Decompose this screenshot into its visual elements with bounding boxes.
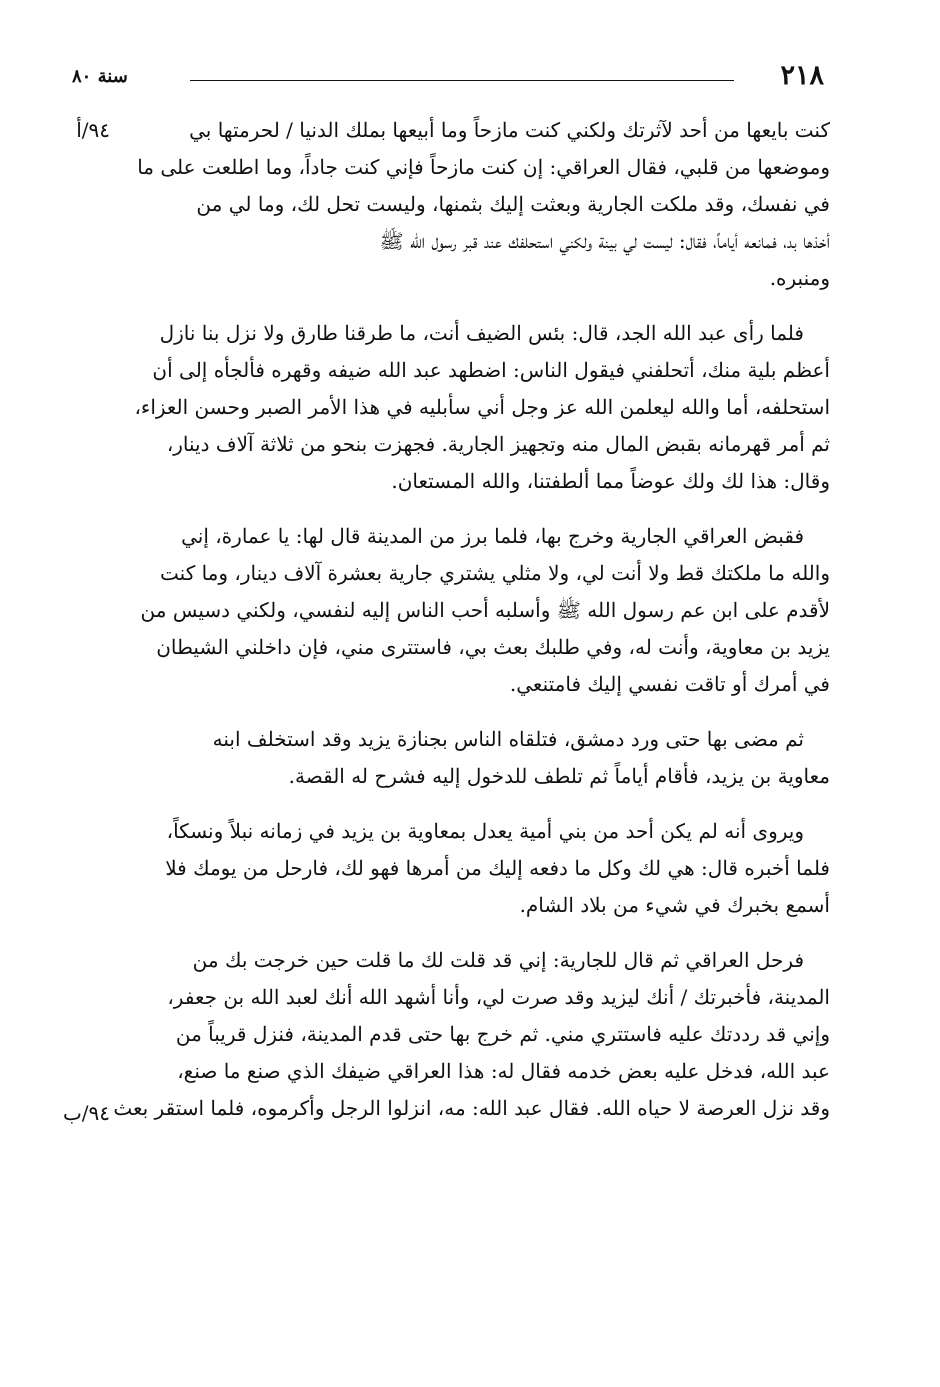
paragraph [78,813,830,924]
page-header [72,58,824,98]
text-line: في نفسك، وقد ملكت الجارية وبعثت إليك بثمنها، وليست تحل لك، وما لي من [196,192,830,216]
text-line: المدينة، فأخبرتك / أنك ليزيد وقد صرت لي، وأنا أشهد الله أنك لعبد الله بن جعفر، [167,985,830,1009]
text-line: أعظم بلية منك، أتحلفني فيقول الناس: اضطهد عبد الله ضيفه وقهره فألجأه إلى أن [152,358,830,382]
text-line: ومنبره. [769,266,830,290]
text-line: فرحل العراقي ثم قال للجارية: إني قد قلت لك ما قلت حين خرجت بك من [192,948,804,972]
text-line: فقبض العراقي الجارية وخرج بها، فلما برز من المدينة قال لها: يا عمارة، إني [181,524,804,548]
text-line: ثم أمر قهرمانه بقبض المال منه وتجهيز الجارية. فجهزت بنحو من ثلاثة آلاف دينار، [166,432,830,456]
text-line: في أمرك أو تاقت نفسي إليك فامتنعي. [509,672,830,696]
text-line: أخذها بد، فمانعه أياماً، فقال: ليست لي بينة ولكني استحلفك عند قبر رسول الله ﷺ [379,229,830,253]
folio-marker-94a: ٩٤/أ [76,118,110,142]
text-line: فلما أخبره قال: هي لك وكل ما دفعه إليك من أمرها فهو لك، فارحل من يومك فلا [165,856,830,880]
text-line: فلما رأى عبد الله الجد، قال: بئس الضيف أنت، ما طرقنا طارق ولا نزل بنا نازل [159,321,804,345]
paragraph [78,942,830,1127]
text-line: وقال: هذا لك ولك عوضاً مما ألطفتنا، والله المستعان. [391,469,830,493]
text-line: وإني قد رددتك عليه فاستتري مني. ثم خرج بها حتى قدم المدينة، فنزل قريباً من [175,1022,830,1046]
text-line: عبد الله، فدخل عليه بعض خدمه فقال له: هذا العراقي ضيفك الذي صنع ما صنع، [177,1059,830,1083]
text-line: يزيد بن معاوية، وأنت له، وفي طلبك بعث بي، فاستترى مني، فإن داخلني الشيطان [156,635,830,659]
paragraph [78,112,830,297]
text-line: والله ما ملكتك قط ولا أنت لي، ولا مثلي يشتري جارية بعشرة آلاف دينار، وما كنت [160,561,830,585]
paragraph [78,721,830,795]
text-line: معاوية بن يزيد، فأقام أياماً ثم تلطف للدخول إليه فشرح له القصة. [288,764,830,788]
text-line: أسمع بخبرك في شيء من بلاد الشام. [519,893,830,917]
text-line: استحلفه، أما والله ليعلمن الله عز وجل أني سأبليه في هذا الأمر الصبر وحسن العزاء، [134,395,830,419]
body-text [78,112,830,1145]
paragraph [78,315,830,500]
paragraph [78,518,830,703]
header-rule [190,80,734,81]
running-title: سنة ٨٠ [72,66,128,87]
text-line: ثم مضى بها حتى ورد دمشق، فتلقاه الناس بجنازة يزيد وقد استخلف ابنه [212,727,804,751]
text-line: لأقدم على ابن عم رسول الله ﷺ وأسلبه أحب الناس إليه لنفسي، ولكني دسيس من [140,598,830,622]
text-line: ويروى أنه لم يكن أحد من بني أمية يعدل بمعاوية بن يزيد في زمانه نبلاً ونسكاً، [166,819,804,843]
text-line: كنت بايعها من أحد لآثرتك ولكني كنت مازحاً وما أبيعها بملك الدنيا / لحرمتها بي [189,118,830,142]
page-number: ٢١٨ [780,60,824,91]
folio-marker-94b: ٩٤/ب [62,1101,110,1125]
text-line: وموضعها من قلبي، فقال العراقي: إن كنت مازحاً فإني كنت جاداً، وما اطلعت على ما [137,155,830,179]
text-line: وقد نزل العرصة لا حياه الله. فقال عبد الله: مه، انزلوا الرجل وأكرموه، فلما استقر بعث [113,1096,830,1120]
